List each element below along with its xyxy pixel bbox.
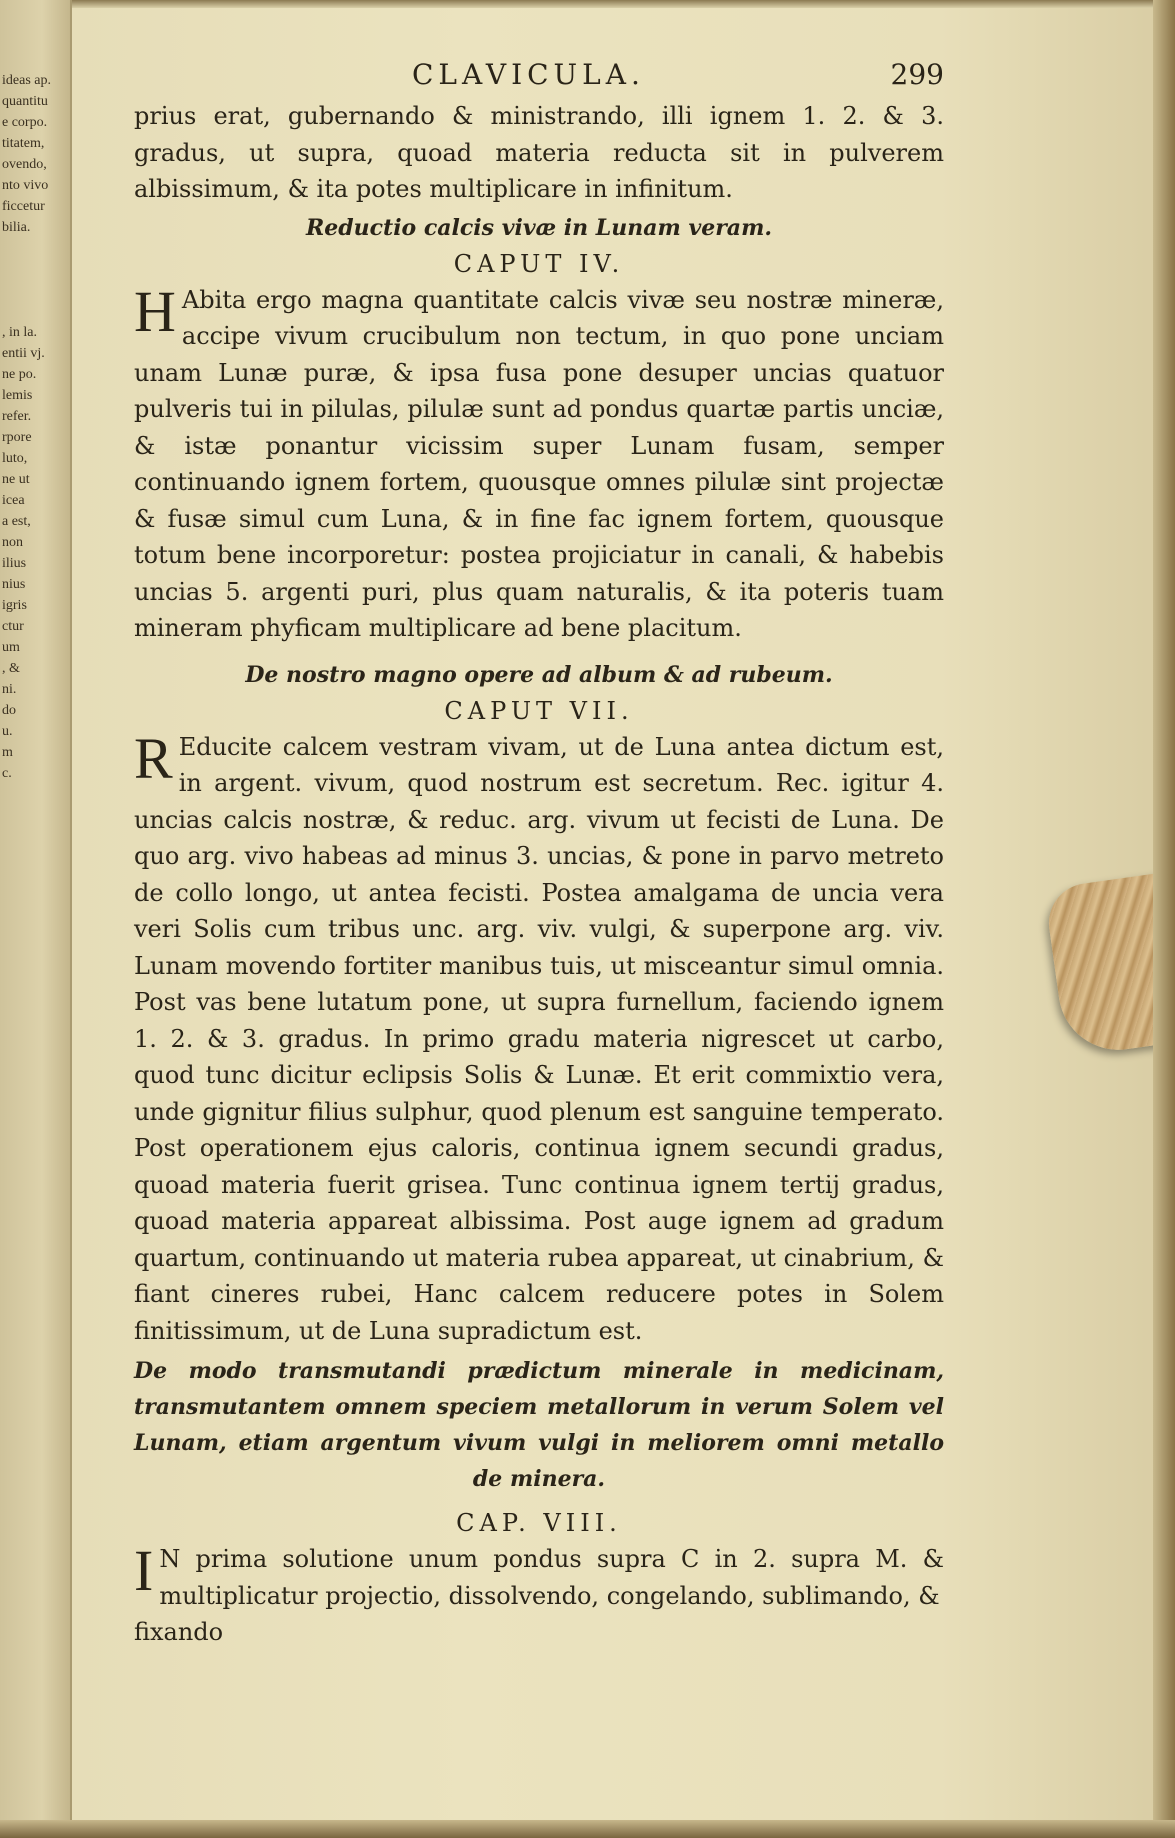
- facing-page-fragment: igris: [2, 598, 27, 613]
- catchword: fixando: [134, 1618, 224, 1646]
- facing-page-fragment: e corpo.: [2, 115, 48, 130]
- facing-page-fragment: ne po.: [2, 367, 37, 382]
- facing-page-fragment: , in la.: [2, 325, 37, 340]
- facing-page-fragment: [2, 261, 62, 282]
- page-bottom-edge: [0, 1820, 1175, 1838]
- section-4-heading: CAPUT IV.: [453, 249, 625, 278]
- facing-page-fragment: ilius: [2, 556, 27, 571]
- section-8-rubric: De modo transmutandi prædictum minerale in medicinam, transmutantem omnem speciem metallorum in verum Solem vel Lunam, etiam argentum vivum vulgi in meliorem omni metallo de minera.: [134, 1358, 944, 1492]
- page-top-edge: [60, 0, 1175, 8]
- facing-page-fragment: entii vj.: [2, 346, 45, 361]
- facing-page-strip: [0, 0, 72, 1838]
- facing-page-fragment: [2, 240, 62, 261]
- facing-page-fragment: non: [2, 535, 23, 550]
- facing-page-fragment: bilia.: [2, 220, 31, 235]
- facing-page-fragments: [2, 72, 62, 786]
- facing-page-fragment: [2, 282, 62, 303]
- section-8-text: N prima solutione unum pondus supra C in 2. supra M. & multiplicatur projectio, dissolvendo, congelando, sublimando, &: [159, 1545, 944, 1610]
- section-7-body: [134, 725, 944, 1350]
- drop-cap-initial: R: [134, 725, 173, 791]
- opening-paragraph: prius erat, gubernando & ministrando, illi ignem 1. 2. & 3. gradus, ut supra, quoad materia reducta sit in pulverem albissimum, & ita potes multiplicare in infinitum.: [134, 102, 944, 203]
- facing-page-fragment: rpore: [2, 430, 32, 445]
- drop-cap-initial: H: [134, 278, 176, 344]
- section-4-text: Abita ergo magna quantitate calcis vivæ seu nostræ mineræ, accipe vivum crucibulum non tectum, in quo pone unciam unam Lunæ puræ, & ipsa fusa pone desuper uncias quatuor pulveris tui in pilulas, pilulæ sunt ad pondus quartæ partis unciæ, & istæ ponantur vicissim super Lunam fusam, semper continuando ignem fortem, quousque omnes pilulæ sint projectæ & fusæ simul cum Luna, & in fine fac ignem fortem, quousque totum bene incorporetur: postea projiciatur in canali, & habebis uncias 5. argenti puri, plus quam naturalis, & ita poteris tuam mineram phyficam multiplicare ad bene placitum.: [134, 285, 944, 642]
- section-4-rubric: Reductio calcis vivæ in Lunam veram.: [305, 214, 773, 241]
- facing-page-fragment: um: [2, 640, 20, 655]
- facing-page-fragment: ficcetur: [2, 199, 45, 214]
- page-number: 299: [890, 58, 944, 91]
- facing-page-fragment: m: [2, 745, 13, 760]
- facing-page-fragment: do: [2, 703, 16, 718]
- facing-page-fragment: ni.: [2, 682, 17, 697]
- facing-page-fragment: ovendo,: [2, 157, 47, 172]
- facing-page-fragment: refer.: [2, 409, 32, 424]
- facing-page-fragment: u.: [2, 724, 13, 739]
- section-4-body: [134, 278, 944, 647]
- facing-page-fragment: icea: [2, 493, 25, 508]
- facing-page-fragment: ideas ap.: [2, 73, 51, 88]
- page-header: [134, 58, 944, 98]
- facing-page-fragment: ctur: [2, 619, 24, 634]
- facing-page-fragment: ne ut: [2, 472, 30, 487]
- facing-page-fragment: a est,: [2, 514, 31, 529]
- section-8-heading: CAP. VIII.: [456, 1509, 622, 1537]
- facing-page-fragment: titatem,: [2, 136, 45, 151]
- facing-page-fragment: c.: [2, 766, 12, 781]
- facing-page-fragment: nius: [2, 577, 26, 592]
- facing-page-fragment: lemis: [2, 388, 33, 403]
- section-7-text: Educite calcem vestram vivam, ut de Luna antea dictum est, in argent. vivum, quod nostrum est secretum. Rec. igitur 4. uncias calcis nostræ, & reduc. arg. vivum ut fecisti de Luna. De quo arg. vivo habeas ad minus 3. uncias, & pone in parvo metreto de collo longo, ut antea fecisti. Postea amalgama de uncia vera veri Solis cum tribus unc. arg. viv. vulgi, & superpone arg. viv. Lunam movendo fortiter manibus tuis, ut misceantur simul omnia. Post vas bene lutatum pone, ut supra furnellum, faciendo ignem 1. 2. & 3. gradus. In primo gradu materia nigrescet ut carbo, quod tunc dicitur eclipsis Solis & Lunæ. Et erit commixtio vera, unde gignitur filius sulphur, quod plenum est sanguine temperato. Post operationem ejus caloris, continua ignem secundi gradus, quoad materia fuerit grisea. Tunc continua ignem tertij gradus, quoad materia appareat albissima. Post auge ignem ad gradum quartum, continuando ut materia rubea appareat, ut cinabrium, & fiant cineres rubei, Hanc calcem reducere potes in Solem finitissimum, ut de Luna supradictum est.: [134, 732, 944, 1345]
- section-7-rubric: De nostro magno opere ad album & ad rubeum.: [245, 661, 833, 688]
- drop-cap-initial: I: [134, 1538, 154, 1603]
- facing-page-fragment: , &: [2, 661, 20, 676]
- running-head: CLAVICULA.: [412, 58, 645, 91]
- page-right-edge: [1153, 0, 1175, 1838]
- facing-page-fragment: luto,: [2, 451, 28, 466]
- section-8-body: [134, 1538, 944, 1614]
- facing-page-fragment: quantitu: [2, 94, 48, 109]
- facing-page-fragment: [2, 303, 62, 324]
- facing-page-fragment: nto vivo: [2, 178, 49, 193]
- page-content: [134, 58, 944, 1651]
- section-7-heading: CAPUT VII.: [444, 696, 634, 725]
